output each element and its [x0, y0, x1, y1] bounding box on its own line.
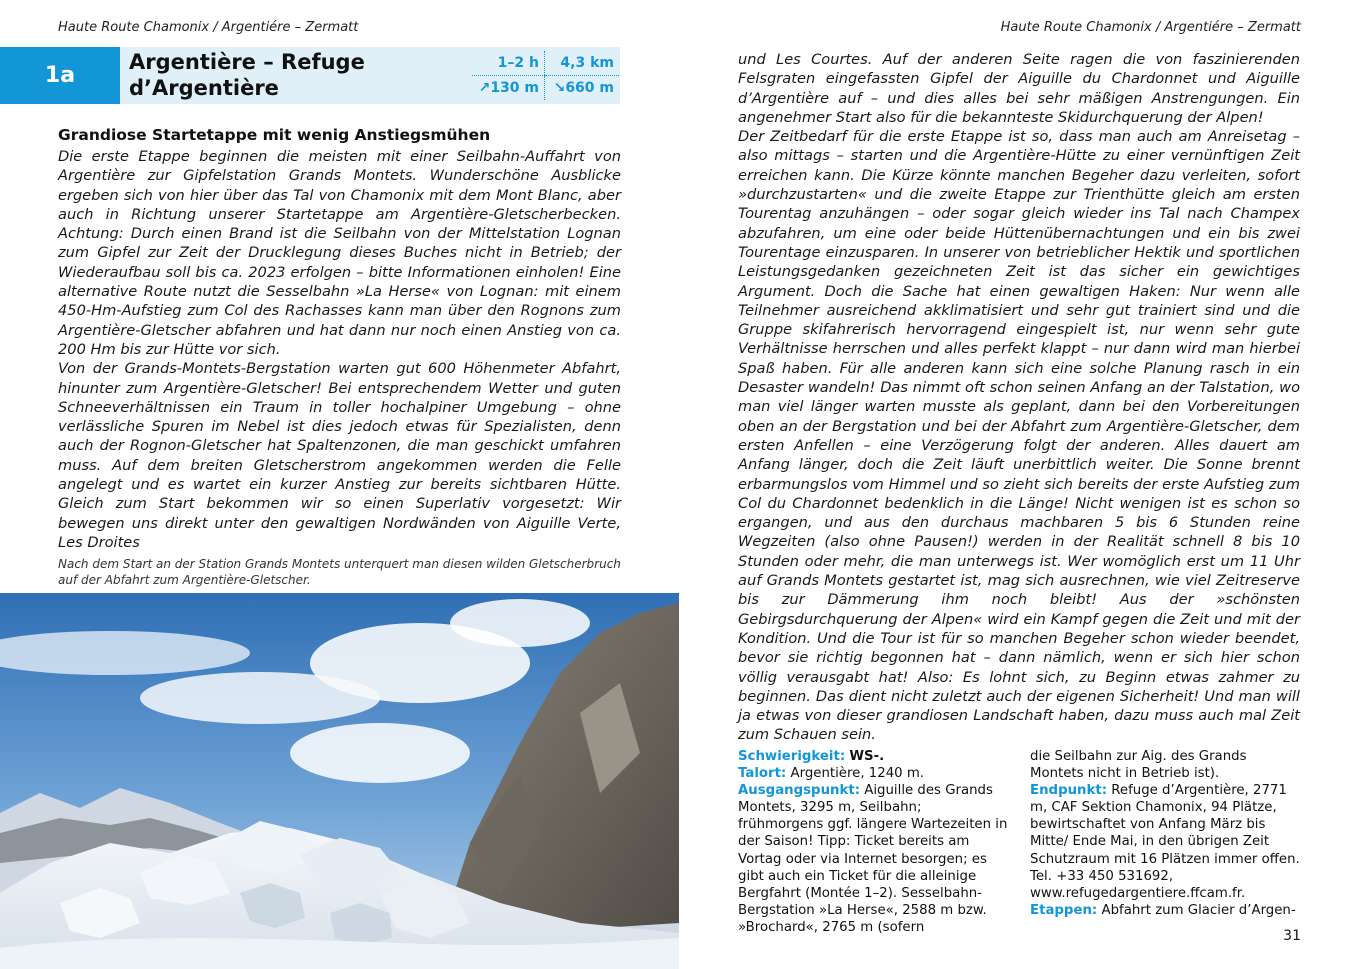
- running-head-right: Haute Route Chamonix / Argentiére – Zermatt: [1000, 20, 1301, 35]
- info-start-continued: die Seilbahn zur Aig. des Grands Montets nicht in Betrieb ist).: [1030, 749, 1247, 782]
- ascent-cell: [472, 76, 545, 101]
- tour-stats-table: [472, 51, 619, 100]
- tour-title-line-2: d’Argentière: [129, 76, 279, 100]
- difficulty-value: WS-.: [849, 749, 885, 764]
- descent-value: 660 m: [565, 80, 614, 96]
- ascent-value: 130 m: [490, 80, 539, 96]
- start-value: Aiguille des Grands Montets, 3295 m, Seilbahn; frühmorgens ggf. längere Wartezeiten in der Saison! Tipp: Ticket bereits am Vortag oder via Internet besorgen; es gibt auch ein Ticket für die alleinige Bergfahrt (Montée 1–2). Sesselbahn-Bergstation »La Herse«, 2588 m bzw. »Brochard«, 2765 m (sofern: [738, 783, 1008, 935]
- right-paragraph-2: Der Zeitbedarf für die erste Etappe ist so, dass man auch am Anreisetag – also mittags – starten und die Argentière-Hütte zu einer vernünftigen Zeit erreichen kann. Die Kürze könnte manchen Begeher dazu verleiten, sofort »durchzustarten« und die zweite Etappe zur Trienthütte gleich am ersten Tourentag anzuhängen – oder sogar gleich wieder ins Tal nach Champex abzufahren, um eine oder beide Hüttenübernachtungen und ein bis zwei Tourentage einzusparen. In unserer von betrieblicher Hektik und sportlichen Leistungsgedanken gezeichneten Zeit ist das sicher ein gewichtiges Argument. Doch die Sache hat einen gewaltigen Haken: Nur wenn alle Teilnehmer ausreichend akklimatisiert und sehr gut trainiert sind und die Gruppe skifahrerisch hervorragend eingespielt ist, nur wenn sehr gute Verhältnisse herrschen und alles perfekt klappt – nur dann wird man hierbei Spaß haben. Für alle anderen kann sich eine solche Planung rasch in ein Desaster wandeln! Das nimmt oft schon seinen Anfang an der Talstation, wo man viel länger warten musste als geplant, dann bei den Vorbereitungen oben an der Bergstation und bei der Abfahrt zum Argentière-Gletscher, dem ersten Anfellen – eine Verzögerung folgt der anderen. Alles dauert am Anfang länger, doch die Zeit läuft unerbittlich weiter. Die Sonne brennt erbarmungslos vom Himmel und so zieht sich bereits der erste Aufstieg zum Col du Chardonnet bedenklich in die Länge! Nicht wenigen ist es schon so ergangen, und aus den durchaus machbaren 5 bis 6 Stunden reine Wegzeiten (also ohne Pausen!) werden in der Realität schnell 8 bis 10 Stunden oder mehr, die man unterwegs ist. Wer womöglich erst um 11 Uhr auf Grands Montets gestartet ist, mag sich ausrechnen, wie viel Zeitreserve bis zur Dämmerung ihm noch bleibt! Aus der »schönsten Gebirgsdurchquerung der Alpen« wird ein Kampf gegen die Zeit und mit der Kondition. Und die Tour ist für so manchen Begeher schon wieder beendet, bevor sie richtig begonnen hat – dann nämlich, wenn er sich hier schon völlig verausgabt hat! Also: Es lohnt sich, zu Beginn etwas zahmer zu beginnen. Das dient nicht zuletzt auch der eigenen Sicherheit! Und man will ja etwas von dieser grandiosen Landschaft haben, dazu muss auch mal Zeit zum Schauen sein.: [738, 128, 1300, 744]
- info-column-right: [1030, 748, 1300, 924]
- info-difficulty: [738, 748, 1008, 765]
- left-body-text: [58, 147, 621, 552]
- right-column: [738, 50, 1300, 745]
- descent-cell: [545, 76, 620, 101]
- difficulty-label: Schwierigkeit:: [738, 749, 846, 764]
- tour-title: [129, 49, 469, 101]
- section-subhead: Grandiose Startetappe mit wenig Anstiegsmühen: [58, 126, 491, 144]
- info-talort: [738, 765, 1008, 782]
- ascent-arrow-icon: ↗: [478, 80, 491, 96]
- info-column-left: [738, 748, 1008, 935]
- end-label: Endpunkt:: [1030, 783, 1108, 799]
- stages-value: Abfahrt zum Glacier d’Argen-: [1101, 902, 1296, 918]
- running-head-left: Haute Route Chamonix / Argentiére – Zermatt: [58, 20, 359, 35]
- info-end: [1030, 782, 1300, 902]
- info-stages: [1030, 902, 1300, 919]
- photo-caption: Nach dem Start an der Station Grands Montets unterquert man diesen wilden Gletscherbruch auf der Abfahrt zum Argentière-Gletscher.: [58, 557, 621, 588]
- end-value: Refuge d’Argentière, 2771 m, CAF Sektion Chamonix, 94 Plätze, bewirtschaftet von Anfang März bis Mitte/ Ende Mai, in den übrigen Zeit Schutzraum mit 16 Plätzen immer offen. Tel. +33 450 531692, www.refugedargentiere.ffcam.fr.: [1030, 783, 1300, 901]
- left-paragraph-2: Von der Grands-Montets-Bergstation warten gut 600 Höhenmeter Abfahrt, hinunter zum Argentière-Gletscher! Bei entsprechendem Wetter und guten Schneeverhältnissen ein Traum in toller hochalpiner Umgebung – ohne verlässliche Spuren im Nebel ist dies jedoch etwas für Spezialisten, denn auch der Rognon-Gletscher hat Spaltenzonen, die man geschickt umfahren muss. Auf dem breiten Gletscherstrom angekommen werden die Felle angelegt und es wartet ein kurzer Anstieg zur bereits sichtbaren Hütte. Gleich zum Start bekommen wir so einen Superlativ vorgesetzt: Wir bewegen uns direkt unter den gewaltigen Nordwänden von Aiguille Verte, Les Droites: [58, 360, 621, 551]
- duration-value: 1–2 h: [472, 51, 545, 76]
- left-paragraph-1: Die erste Etappe beginnen die meisten mit einer Seilbahn-Auffahrt von Argentière zur Gipfelstation Grands Montets. Wunderschöne Ausblicke ergeben sich von hier über das Tal von Chamonix mit dem Mont Blanc, aber auch in Richtung unserer Startetappe am Argentière-Gletscherbecken. Achtung: Durch einen Brand ist die Seilbahn von der Mittelstation Lognan zum Gipfel zur Zeit der Drucklegung dieses Buches nicht in Betrieb; der Wiederaufbau soll bis ca. 2023 erfolgen – bitte Informationen einholen! Eine alternative Route nutzt die Sesselbahn »La Herse« von Lognan: mit einem 450-Hm-Aufstieg zum Col des Rachasses kann man über den Rognons zum Argentière-Gletscher abfahren und hat dann nur noch einen Anstieg von ca. 200 Hm bis zur Hütte vor sich.: [58, 148, 621, 358]
- talort-value: Argentière, 1240 m.: [790, 766, 925, 782]
- right-paragraph-1: und Les Courtes. Auf der anderen Seite ragen die von faszinierenden Felsgraten eingefassten Gipfel der Aiguille du Chardonnet und Aiguille d’Argentière auf – und dies alles bei sehr mäßigen Anstrengungen. Ein angenehmer Start also für die bekannteste Skidurchquerung der Alpen!: [738, 51, 1300, 126]
- start-label: Ausgangspunkt:: [738, 783, 861, 799]
- talort-label: Talort:: [738, 766, 787, 782]
- stages-label: Etappen:: [1030, 902, 1098, 918]
- tour-info-box: [738, 748, 1300, 935]
- page-number: 31: [1283, 928, 1301, 944]
- descent-arrow-icon: ↘: [553, 80, 566, 96]
- distance-value: 4,3 km: [545, 51, 620, 76]
- glacier-photo: [0, 593, 679, 969]
- left-column: [58, 124, 621, 588]
- tour-title-line-1: Argentière – Refuge: [129, 50, 365, 74]
- tour-number-badge: 1a: [0, 47, 120, 104]
- info-start: [738, 782, 1008, 936]
- tour-title-band: [120, 47, 620, 104]
